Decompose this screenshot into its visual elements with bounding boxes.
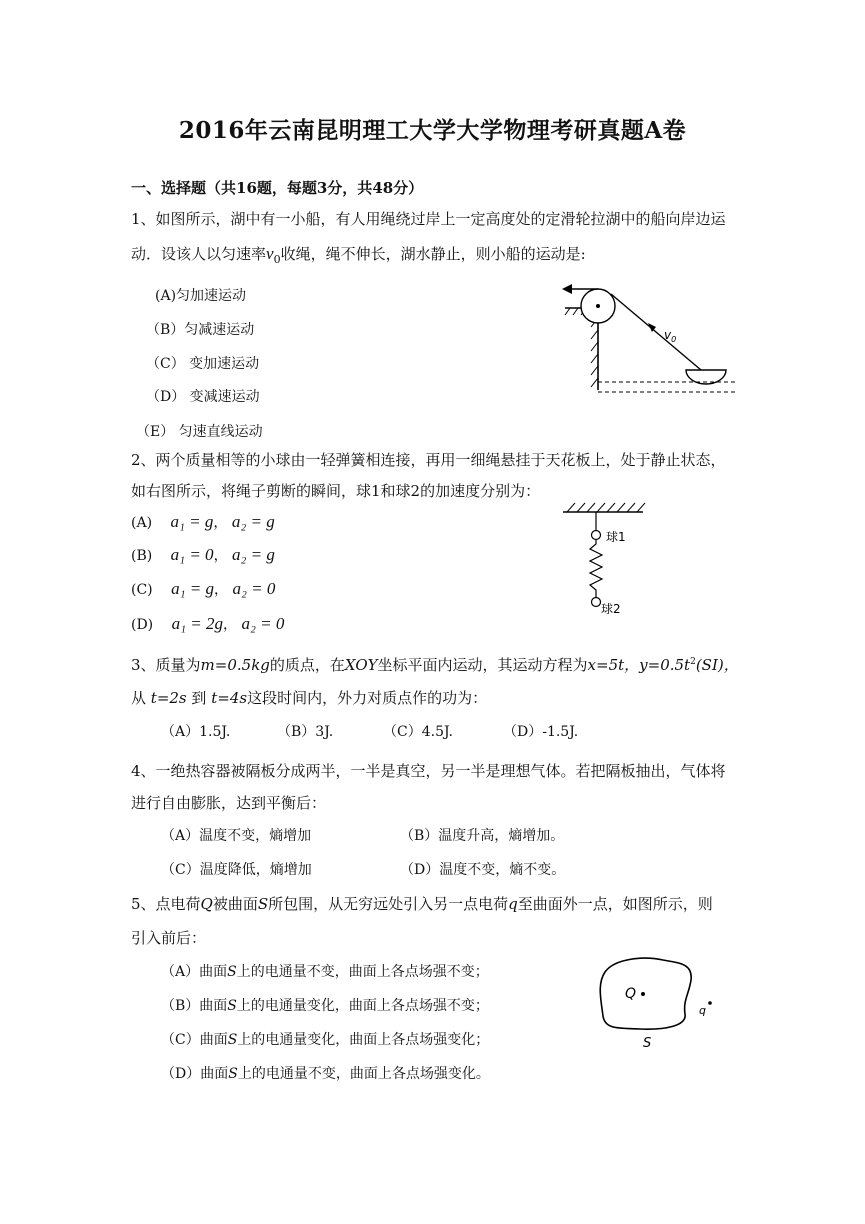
charge-q-dot-icon xyxy=(708,1001,712,1005)
q1-figure-label-v0: $v_0$ xyxy=(664,328,677,344)
q5-option-d[interactable]: （D）曲面S上的电通量不变，曲面上各点场强变化。 xyxy=(161,1066,490,1082)
surface-S-label: S xyxy=(643,1036,652,1050)
ball-1-label: 球1 xyxy=(606,530,626,544)
q3-option-b[interactable]: （B）3J. xyxy=(277,724,334,740)
q1-option-b[interactable]: （B）匀减速运动 xyxy=(146,322,255,338)
q5-stem-line2: 引入前后： xyxy=(131,929,207,947)
q1-stem-line2: 动．设该人以匀速率$v_0$收绳，绳不伸长，湖水静止，则小船的运动是: xyxy=(131,244,586,266)
q3-option-a[interactable]: （A）1.5J. xyxy=(161,724,231,740)
spring-icon xyxy=(590,540,602,597)
ball-2-label: 球2 xyxy=(601,602,621,616)
q2-option-d[interactable]: (D) a₁ = 2g， a₂ = 0 xyxy=(131,614,285,633)
q1-stem-line1: 1、如图所示，湖中有一小船，有人用绳绕过岸上一定高度处的定滑轮拉湖中的船向岸边运 xyxy=(131,210,726,228)
charge-Q-dot-icon xyxy=(641,992,645,996)
q2-option-b[interactable]: (B) a₁ = 0， a₂ = g xyxy=(131,545,275,564)
arrow-left-icon xyxy=(562,284,572,294)
q4-option-a[interactable]: （A）温度不变，熵增加 xyxy=(161,828,312,844)
page-title: 2016年云南昆明理工大学大学物理考研真题A卷 xyxy=(178,117,687,144)
ball-2-icon xyxy=(592,598,601,607)
charge-Q-label: Q xyxy=(625,986,637,1002)
q5-stem-line1: 5、点电荷Q被曲面S所包围，从无穷远处引入另一点电荷q至曲面外一点，如图所示，则 xyxy=(131,895,713,913)
q1-option-e[interactable]: （E） 匀速直线运动 xyxy=(136,424,263,440)
q4-option-b[interactable]: （B）温度升高，熵增加。 xyxy=(400,828,565,844)
q4-option-d[interactable]: （D）温度不变，熵不变。 xyxy=(400,862,566,878)
q2-stem-line2: 如右图所示，将绳子剪断的瞬间，球1和球2的加速度分别为： xyxy=(131,482,541,500)
q2-option-c[interactable]: (C) a₁ = g， a₂ = 0 xyxy=(131,579,276,598)
q5-figure-gauss-surface xyxy=(585,950,735,1050)
q2-stem-line1: 2、两个质量相等的小球由一轻弹簧相连接，再用一细绳悬挂于天花板上，处于静止状态， xyxy=(131,451,726,469)
q4-stem-line1: 4、一绝热容器被隔板分成两半，一半是真空，另一半是理想气体。若把隔板抽出，气体将 xyxy=(131,762,726,780)
q4-stem-line2: 进行自由膨胀，达到平衡后： xyxy=(131,794,327,812)
q3-option-d[interactable]: （D）-1.5J. xyxy=(503,724,579,740)
q3-option-c[interactable]: （C）4.5J. xyxy=(383,724,453,740)
q3-stem-line2: 从 t=2s 到 t=4s这段时间内，外力对质点作的功为： xyxy=(131,689,488,707)
q1-option-c[interactable]: （C） 变加速运动 xyxy=(146,356,260,372)
q4-option-c[interactable]: （C）温度降低，熵增加 xyxy=(161,862,312,878)
q1-option-d[interactable]: （D） 变减速运动 xyxy=(146,389,260,405)
q3-stem-line1: 3、质量为m=0.5kg的质点，在XOY坐标平面内运动，其运动方程为x=5t，$y=0.5t^2(SI)$， xyxy=(131,656,739,674)
section-heading: 一、选择题（共16题，每题3分，共48分） xyxy=(131,179,424,197)
q5-option-b[interactable]: （B）曲面S上的电通量变化，曲面上各点场强不变； xyxy=(161,998,489,1014)
q2-figure-spring xyxy=(555,500,665,620)
q1-option-a[interactable]: (A)匀加速运动 xyxy=(155,288,247,304)
q2-option-a[interactable]: (A) a₁ = g， a₂ = g xyxy=(131,512,275,531)
charge-q-label: q xyxy=(699,1004,706,1017)
q5-option-a[interactable]: （A）曲面S上的电通量不变，曲面上各点场强不变； xyxy=(161,964,489,980)
ball-1-icon xyxy=(592,531,601,540)
q1-figure-pulley-boat xyxy=(560,278,750,408)
closed-surface-icon xyxy=(600,958,691,1029)
q5-option-c[interactable]: （C）曲面S上的电通量变化，曲面上各点场强变化； xyxy=(161,1032,490,1048)
